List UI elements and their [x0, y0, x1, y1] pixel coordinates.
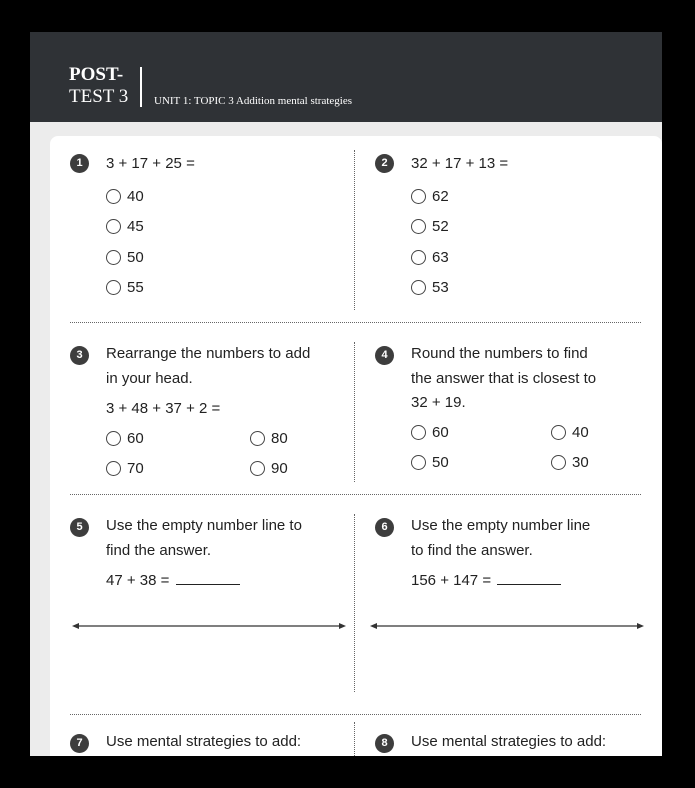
question-6-expression-row	[411, 568, 561, 593]
question-7-text: Use mental strategies to add:	[106, 733, 302, 750]
row-divider	[70, 494, 641, 495]
radio-button[interactable]	[411, 250, 426, 265]
question-4-text-line1: Round the numbers to find	[411, 345, 588, 362]
question-number-badge: 6	[375, 518, 394, 537]
option-label: 40	[572, 424, 589, 441]
radio-button[interactable]	[106, 431, 121, 446]
column-divider	[354, 342, 355, 482]
row-divider	[70, 714, 641, 715]
empty-number-line[interactable]	[370, 620, 644, 632]
question-6-text-line1: Use the empty number line	[411, 517, 591, 534]
column-divider	[354, 150, 355, 310]
question-6-text-line2: to find the answer.	[411, 542, 533, 559]
radio-button[interactable]	[411, 455, 426, 470]
option-label: 63	[432, 249, 449, 266]
question-5-text-line1: Use the empty number line to	[106, 517, 302, 534]
option-label: 62	[432, 188, 449, 205]
option-label: 55	[127, 279, 144, 296]
option-label: 90	[271, 460, 288, 477]
radio-button[interactable]	[411, 189, 426, 204]
column-divider	[354, 722, 355, 756]
question-3-expression: 3 + 48 + 37 + 2 =	[106, 400, 221, 417]
radio-button[interactable]	[106, 189, 121, 204]
option-label: 60	[432, 424, 449, 441]
question-4-text-line2: the answer that is closest to	[411, 370, 597, 387]
option-label: 60	[127, 430, 144, 447]
question-1-text: 3 + 17 + 25 =	[106, 155, 195, 172]
question-3-text-line1: Rearrange the numbers to add	[106, 345, 311, 362]
answer-blank[interactable]	[176, 570, 240, 585]
question-number-badge: 5	[70, 518, 89, 537]
question-5-expression: 47 + 38 =	[106, 572, 170, 589]
radio-button[interactable]	[250, 431, 265, 446]
header-title-line2: TEST 3	[69, 86, 129, 107]
option-label: 40	[127, 188, 144, 205]
radio-button[interactable]	[411, 280, 426, 295]
answer-blank[interactable]	[497, 570, 561, 585]
question-4-expression: 32 + 19.	[411, 394, 466, 411]
radio-button[interactable]	[411, 425, 426, 440]
option-label: 52	[432, 218, 449, 235]
column-divider	[354, 514, 355, 692]
questions-card	[50, 136, 662, 756]
radio-button[interactable]	[551, 455, 566, 470]
question-number-badge: 2	[375, 154, 394, 173]
question-number-badge: 8	[375, 734, 394, 753]
question-number-badge: 4	[375, 346, 394, 365]
header-divider	[140, 67, 142, 107]
option-label: 80	[271, 430, 288, 447]
option-label: 50	[127, 249, 144, 266]
question-number-badge: 1	[70, 154, 89, 173]
question-8-text: Use mental strategies to add:	[411, 733, 607, 750]
empty-number-line[interactable]	[72, 620, 346, 632]
option-label: 53	[432, 279, 449, 296]
radio-button[interactable]	[551, 425, 566, 440]
radio-button[interactable]	[106, 250, 121, 265]
option-label: 50	[432, 454, 449, 471]
radio-button[interactable]	[106, 280, 121, 295]
question-3-text-line2: in your head.	[106, 370, 193, 387]
header-banner	[30, 32, 662, 122]
question-number-badge: 3	[70, 346, 89, 365]
radio-button[interactable]	[106, 461, 121, 476]
worksheet-page	[30, 32, 662, 756]
question-2-text: 32 + 17 + 13 =	[411, 155, 509, 172]
question-6-expression: 156 + 147 =	[411, 572, 492, 589]
radio-button[interactable]	[411, 219, 426, 234]
header-unit-label: UNIT 1: TOPIC 3 Addition mental strategies	[154, 95, 352, 107]
question-5-expression-row	[106, 568, 240, 593]
row-divider	[70, 322, 641, 323]
header-title-line1: POST-	[69, 64, 124, 85]
option-label: 30	[572, 454, 589, 471]
question-5-text-line2: find the answer.	[106, 542, 212, 559]
radio-button[interactable]	[106, 219, 121, 234]
radio-button[interactable]	[250, 461, 265, 476]
option-label: 70	[127, 460, 144, 477]
option-label: 45	[127, 218, 144, 235]
question-number-badge: 7	[70, 734, 89, 753]
